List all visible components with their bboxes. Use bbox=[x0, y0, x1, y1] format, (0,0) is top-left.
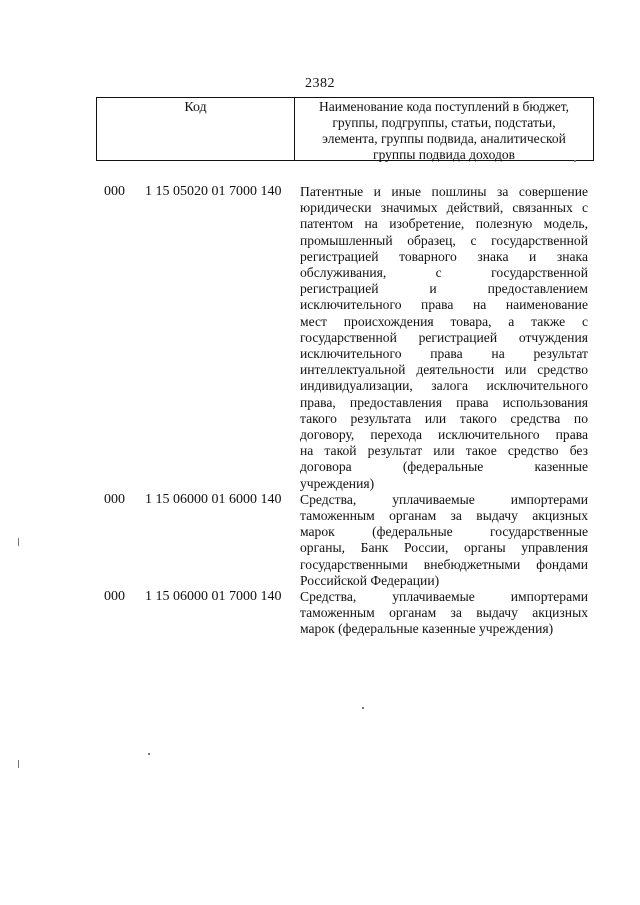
header-code-label: Код bbox=[184, 100, 207, 115]
income-name-line: марок (федеральные казенные учреждения) bbox=[300, 621, 554, 637]
budget-code: 1 15 05020 01 7000 140 bbox=[145, 184, 282, 199]
admin-code: 000 bbox=[104, 184, 125, 199]
header-name-cell bbox=[295, 98, 593, 160]
income-name-line: договору, перехода исключительного права bbox=[300, 427, 588, 443]
page-number: 2382 bbox=[305, 76, 335, 91]
scan-mark bbox=[362, 707, 364, 709]
income-name-line: органы, Банк России, органы управления bbox=[300, 540, 588, 556]
income-name-line: права, предоставления права использования bbox=[300, 394, 588, 410]
income-name-line: договора (федеральные казенные bbox=[300, 459, 588, 475]
header-name-line: элемента, группы подвида, аналитической bbox=[322, 131, 566, 146]
scan-mark bbox=[574, 160, 576, 162]
income-name-line: обслуживания, с государственной bbox=[300, 265, 588, 281]
income-name-line: Патентные и иные пошлины за совершение bbox=[300, 184, 588, 199]
table-body bbox=[0, 184, 640, 638]
header-name-line: группы, подгруппы, статьи, подстатьи, bbox=[332, 115, 556, 130]
income-name-line: индивидуализации, залога исключительного bbox=[300, 378, 588, 394]
income-name-line: государственной регистрацией отчуждения bbox=[300, 329, 588, 345]
table-row bbox=[0, 492, 640, 589]
admin-code: 000 bbox=[104, 491, 125, 507]
income-name-line: на такой результат или такое средство без bbox=[300, 443, 588, 459]
income-name-line: Российской Федерации) bbox=[300, 572, 440, 588]
scan-mark bbox=[18, 760, 19, 768]
budget-code: 1 15 06000 01 7000 140 bbox=[145, 589, 282, 605]
income-name-line: таможенным органам за выдачу акцизных bbox=[300, 605, 588, 621]
income-name-line: учреждения) bbox=[300, 475, 375, 491]
table-row bbox=[0, 589, 640, 638]
header-name-line: Наименование кода поступлений в бюджет, bbox=[318, 99, 569, 114]
income-name bbox=[300, 492, 588, 589]
income-name-line: регистрацией товарного знака и знака bbox=[300, 248, 588, 264]
admin-code: 000 bbox=[104, 589, 125, 605]
table-header bbox=[96, 97, 594, 161]
income-name-line: марок (федеральные государственные bbox=[300, 524, 588, 540]
table-row bbox=[0, 184, 640, 492]
income-name-line: мест происхождения товара, а также с bbox=[300, 313, 588, 329]
income-name-line: патентом на изобретение, полезную модель, bbox=[300, 216, 588, 232]
income-name bbox=[300, 589, 588, 638]
income-name-line: таможенным органам за выдачу акцизных bbox=[300, 508, 588, 524]
income-name-line: исключительного права на результат bbox=[300, 346, 588, 362]
income-name-line: такого результата или такого средства по bbox=[300, 410, 588, 426]
header-code-cell bbox=[97, 98, 295, 160]
income-name bbox=[300, 184, 588, 492]
income-name-line: государственными внебюджетными фондами bbox=[300, 556, 588, 572]
income-name-line: промышленный образец, с государственной bbox=[300, 232, 588, 248]
header-name-line: группы подвида доходов bbox=[373, 147, 515, 162]
income-name-line: Средства, уплачиваемые импортерами bbox=[300, 491, 588, 507]
income-name-line: исключительного права на наименование bbox=[300, 297, 588, 313]
scan-mark bbox=[18, 538, 19, 546]
income-name-line: Средства, уплачиваемые импортерами bbox=[300, 589, 588, 605]
budget-code: 1 15 06000 01 6000 140 bbox=[145, 491, 282, 507]
scan-mark bbox=[148, 753, 150, 755]
income-name-line: регистрацией и предоставлением bbox=[300, 281, 588, 297]
income-name-line: юридически значимых действий, связанных с bbox=[300, 200, 588, 216]
income-name-line: интеллектуальной деятельности или средство bbox=[300, 362, 588, 378]
